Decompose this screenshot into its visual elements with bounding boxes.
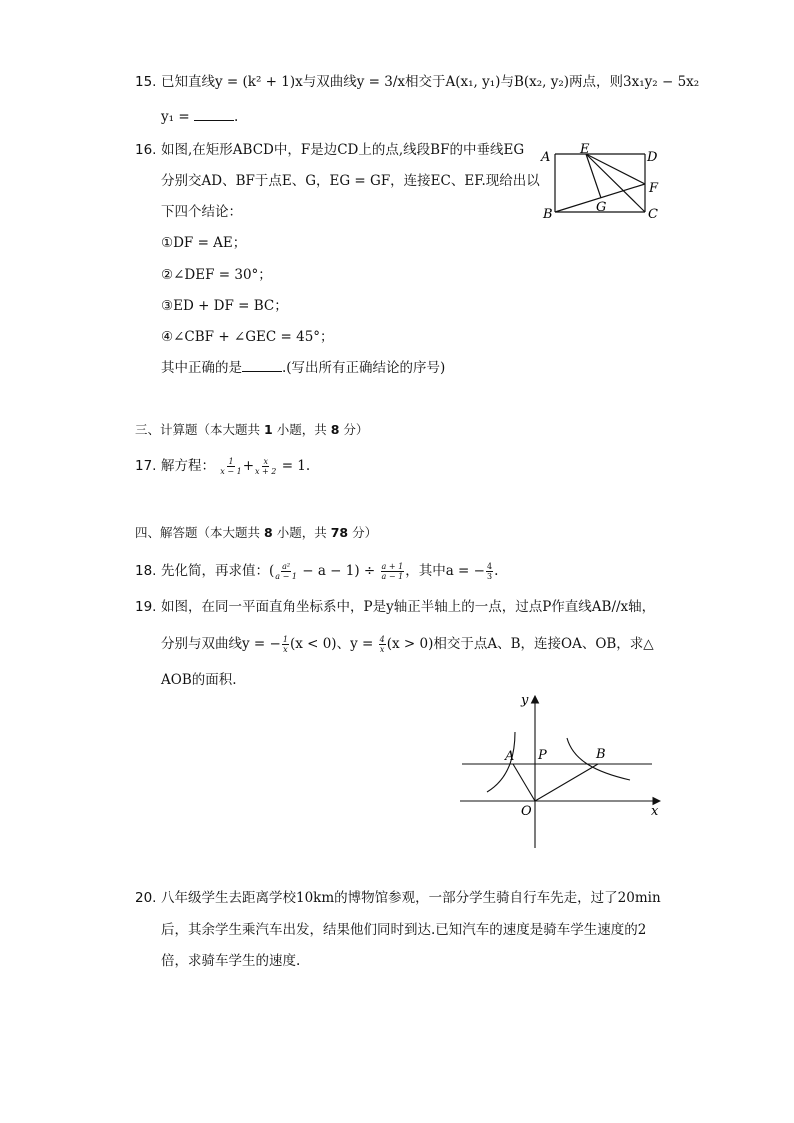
- q17-number: 17.: [135, 458, 157, 474]
- q16-item-3: ③ED + DF = BC；: [161, 298, 288, 314]
- section-3-heading: 三、计算题（本大题共 1 小题，共 8 分）: [135, 422, 369, 437]
- q19-number: 19.: [135, 599, 157, 615]
- q18-number: 18.: [135, 563, 157, 579]
- q20-number: 20.: [135, 890, 157, 906]
- q15-line1: [135, 73, 699, 91]
- q16-line3: 下四个结论：: [161, 204, 242, 220]
- q20-line2: 后，其余学生乘汽车出发，结果他们同时到达.已知汽车的速度是骑车学生速度的2: [161, 922, 647, 938]
- section-4-heading: 四、解答题（本大题共 8 小题，共 78 分）: [135, 525, 378, 540]
- fraction: $\frac{1}{x}$: [282, 635, 288, 654]
- label-p: P: [538, 748, 547, 763]
- label-d: D: [647, 150, 658, 165]
- q16-ask: 其中正确的是 .(写出所有正确结论的序号): [161, 360, 446, 376]
- label-b: B: [543, 207, 553, 222]
- label-y: y: [521, 693, 529, 708]
- segment-ec: [586, 154, 645, 212]
- q15-text: 已知直线y = (k² + 1)x与双曲线y = 3/x相交于A(x₁, y₁)与B(x₂, y₂)两点，则3x₁y₂ − 5x₂: [161, 74, 700, 90]
- label-b: B: [596, 747, 606, 762]
- label-o: O: [521, 804, 532, 819]
- fraction: $\frac{x}{x + 2}$: [255, 457, 277, 476]
- segment-ob: [535, 764, 598, 801]
- q15-number: 15.: [135, 74, 157, 90]
- rectangle-figure: [535, 140, 670, 225]
- label-a: A: [541, 150, 551, 165]
- label-x: x: [651, 804, 659, 819]
- label-f: F: [649, 181, 659, 196]
- q17-line: 17. 解方程： $\frac{1}{x - 1}$ + $\frac{x}{x + 2}$ = 1.: [135, 457, 311, 476]
- q16-number: 16.: [135, 142, 157, 158]
- q16-item-1: ①DF = AE；: [161, 235, 247, 251]
- q16-line1: 16. 如图,在矩形ABCD中，F是边CD上的点,线段BF的中垂线EG: [135, 142, 525, 158]
- fraction: $\frac{4}{x}$: [379, 635, 385, 654]
- hyperbola-figure: [455, 688, 670, 853]
- q20-line3: 倍，求骑车学生的速度.: [161, 953, 301, 969]
- q16-item-2: ②∠DEF = 30°；: [161, 267, 272, 283]
- q20-line1: 20. 八年级学生去距离学校10km的博物馆参观，一部分学生骑自行车先走，过了20min: [135, 890, 661, 906]
- q19-line1: 19. 如图，在同一平面直角坐标系中，P是y轴正半轴上的一点，过点P作直线AB//x轴，: [135, 599, 656, 615]
- fraction: $\frac{4}{3}$: [486, 562, 493, 581]
- q19-line3: AOB的面积.: [161, 672, 237, 688]
- q16-item-4: ④∠CBF + ∠GEC = 45°；: [161, 329, 334, 345]
- fraction: $\frac{1}{x - 1}$: [220, 457, 242, 476]
- fraction: $\frac{\text{a²}}{a - 1}$: [275, 562, 297, 581]
- answer-blank[interactable]: [242, 359, 282, 372]
- fraction: $\frac{a + 1}{a - 1}$: [381, 562, 404, 581]
- q19-line2: 分别与双曲线y = − $\frac{1}{x}$ (x < 0)、y = $\frac{4}{x}$ (x > 0)相交于点A、B，连接OA、OB，求△: [161, 635, 654, 654]
- q16-line2: 分别交AD、BF于点E、G，EG = GF，连接EC、EF.现给出以: [161, 173, 540, 189]
- q15-line2: y₁ = .: [161, 109, 239, 125]
- q18-line: 18. 先化简，再求值：( $\frac{\text{a²}}{a - 1}$ − a − 1) ÷ $\frac{a + 1}{a - 1}$ ，其中a = − $\frac{4}{3}$ .: [135, 562, 499, 581]
- answer-blank[interactable]: [194, 108, 234, 121]
- segment-oa: [513, 764, 535, 801]
- label-c: C: [648, 207, 658, 222]
- label-e: E: [580, 142, 590, 157]
- label-g: G: [596, 200, 607, 215]
- label-a: A: [505, 749, 515, 764]
